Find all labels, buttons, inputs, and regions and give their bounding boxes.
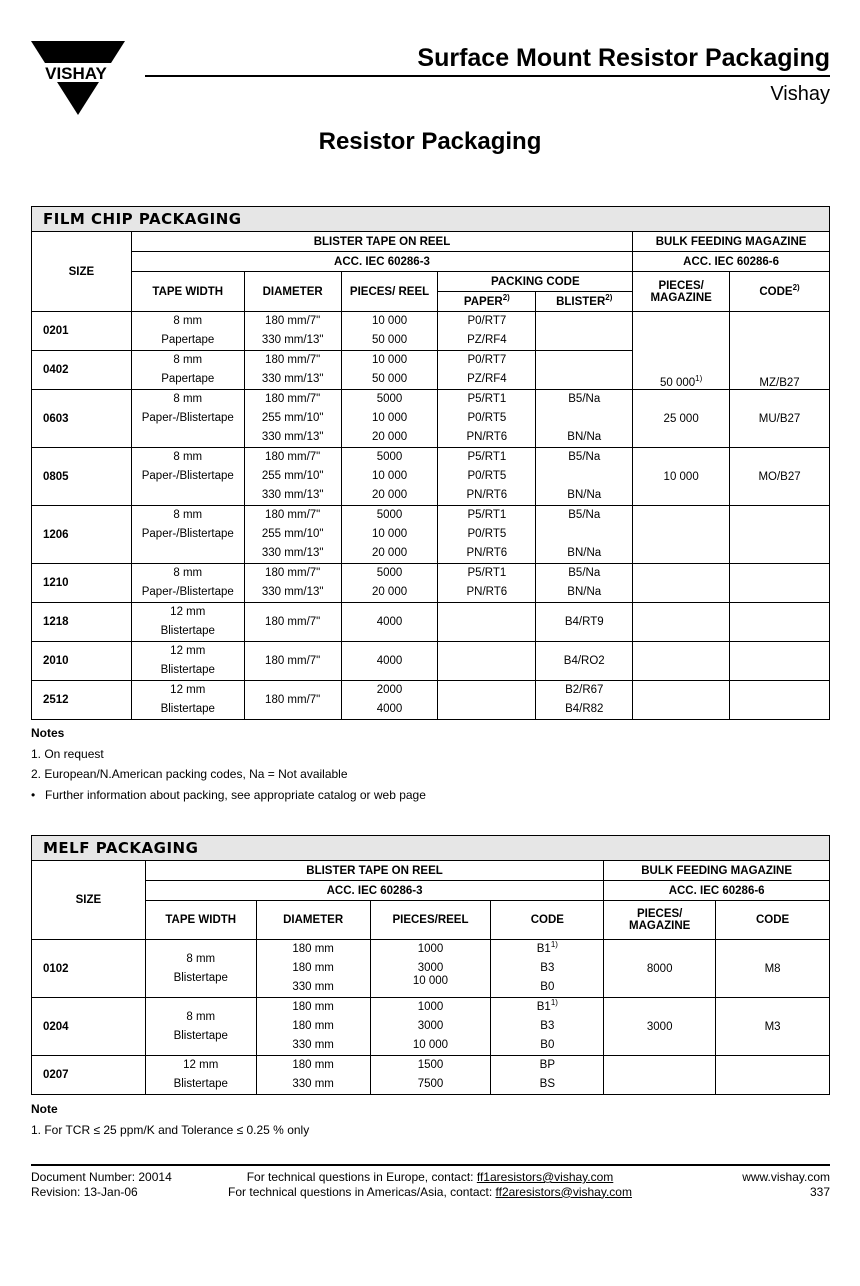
film-pieces-cell-line: 2000 — [376, 684, 403, 696]
melf-pieces-cell-line: 3000 — [417, 1020, 444, 1032]
melf-tape-cell-line: 12 mm — [183, 1059, 219, 1071]
table-row — [32, 564, 830, 603]
film-blister-cell-line — [536, 351, 632, 370]
film-bulk-pieces-cell: 25 000 — [633, 390, 730, 448]
film-paper-cell-line: P0/RT7 — [467, 315, 507, 327]
film-tape-cell-line: Blistertape — [160, 625, 215, 637]
melf-magazine-pieces-cell — [604, 1056, 716, 1095]
film-pieces-cell-line: 10 000 — [371, 412, 408, 424]
melf-code-cell-line — [491, 1036, 603, 1055]
film-paper-cell-line: PN/RT6 — [466, 431, 508, 443]
film-blister-cell-line: B4/RO2 — [563, 654, 605, 667]
melf-tape-cell-line: Blistertape — [173, 971, 228, 984]
film-blister-cell-line — [536, 525, 632, 544]
film-diameter-cell-line: 330 mm/13" — [261, 547, 324, 559]
film-paper-cell-line — [438, 700, 535, 719]
film-pieces-cell-line: 10 000 — [371, 528, 408, 540]
table-row — [32, 506, 830, 564]
melf-col-pieces-reel: PIECES/REEL — [370, 901, 491, 940]
melf-code-value: BS — [539, 1078, 556, 1090]
film-pieces-cell — [341, 681, 438, 720]
melf-tape-cell-line: Blistertape — [173, 1078, 228, 1090]
film-bulk-code-cell: MU/B27 — [730, 390, 830, 448]
film-tape-cell-line: Blistertape — [160, 703, 215, 715]
film-diameter-cell-line: 180 mm/7" — [265, 393, 321, 405]
film-pieces-cell-line: 4000 — [376, 654, 403, 667]
vishay-logo — [31, 41, 125, 117]
film-pieces-cell — [341, 642, 438, 681]
film-size-cell: 1210 — [32, 564, 132, 603]
melf-blister-standard: ACC. IEC 60286-3 — [145, 881, 603, 901]
melf-col-bulk-code: CODE — [716, 901, 830, 940]
film-tape-cell — [131, 642, 244, 681]
film-blister-cell-line — [536, 467, 632, 486]
film-paper-cell — [438, 312, 536, 351]
film-diameter-cell-line: 330 mm/13" — [261, 334, 324, 346]
film-paper-cell — [438, 351, 536, 390]
film-diameter-cell-line: 180 mm/7" — [265, 315, 321, 327]
melf-diameter-cell-line: 180 mm — [292, 1001, 334, 1013]
film-paper-cell-line: PN/RT6 — [466, 547, 508, 559]
film-blister-cell — [536, 390, 633, 448]
melf-col-size: SIZE — [32, 861, 146, 940]
melf-code-value: B0 — [540, 981, 555, 993]
film-bulk-code-cell — [730, 642, 830, 681]
film-paper-cell-line: PZ/RF4 — [467, 373, 507, 385]
film-paper-cell — [438, 642, 536, 681]
footer-center: For technical questions in Europe, contact: ff1aresistors@vishay.com For technical questions in Americas/Asia, contact: ff2aresistors@vishay.com — [228, 1170, 632, 1199]
film-tape-cell-line: 12 mm — [170, 606, 206, 618]
film-paper-cell — [438, 681, 536, 720]
melf-tape-cell-line: 8 mm — [186, 1010, 216, 1023]
melf-col-pieces-magazine: PIECES/ MAGAZINE — [604, 901, 716, 940]
melf-size-cell: 0207 — [32, 1056, 146, 1095]
film-diameter-cell-line: 330 mm/13" — [261, 586, 324, 598]
film-tape-cell — [131, 312, 244, 351]
melf-pieces-cell-line: 3000 — [417, 962, 444, 974]
bulk-pieces-value: 50 000 — [659, 377, 696, 389]
melf-magazine-code-cell — [716, 1056, 830, 1095]
film-bulk-code-cell — [730, 564, 830, 603]
film-pieces-cell — [341, 312, 438, 351]
film-pieces-cell-line: 20 000 — [371, 431, 408, 443]
film-paper-cell-line: P0/RT5 — [467, 470, 507, 482]
table-row — [32, 681, 830, 720]
melf-col-tape-width: TAPE WIDTH — [145, 901, 256, 940]
footnote-1: 1) — [695, 374, 703, 384]
film-paper-cell-line: P0/RT7 — [467, 354, 507, 366]
film-pieces-cell-line: 50 000 — [371, 373, 408, 385]
header-rule — [145, 75, 830, 77]
film-tape-cell-line: 8 mm — [173, 354, 203, 366]
film-pieces-cell-line: 20 000 — [371, 489, 408, 501]
melf-pieces-cell-line: 10 000 — [412, 1039, 449, 1051]
film-pieces-cell — [341, 390, 438, 448]
film-bulk-code-cell — [730, 506, 830, 564]
table-row — [32, 940, 830, 998]
film-col-tape-width: TAPE WIDTH — [131, 272, 244, 312]
film-blister-cell — [536, 506, 633, 564]
melf-magazine-pieces-cell: 8000 — [604, 940, 716, 998]
melf-blister-header: BLISTER TAPE ON REEL — [145, 861, 603, 881]
film-col-pieces-reel: PIECES/ REEL — [341, 272, 438, 312]
film-diameter-cell — [244, 506, 341, 564]
film-pieces-cell — [341, 506, 438, 564]
footer-rule — [31, 1164, 830, 1166]
melf-bulk-header: BULK FEEDING MAGAZINE — [604, 861, 830, 881]
melf-code-cell — [491, 1056, 604, 1095]
melf-diameter-cell-line: 180 mm — [292, 1059, 334, 1071]
film-note-2: 2. European/N.American packing codes, Na = Not available — [31, 767, 348, 781]
film-blister-header: BLISTER TAPE ON REEL — [131, 232, 632, 252]
melf-col-code: CODE — [491, 901, 604, 940]
melf-size-cell: 0102 — [32, 940, 146, 998]
film-tape-cell-line: 8 mm — [173, 451, 203, 463]
film-tape-cell-line: Paper-/Blistertape — [141, 412, 234, 424]
melf-code-cell-line — [491, 998, 603, 1017]
film-blister-cell-line: B2/R67 — [565, 684, 604, 696]
film-note-3: • Further information about packing, see appropriate catalog or web page — [31, 785, 426, 806]
film-col-paper: PAPER$^{2)}$ — [438, 292, 536, 312]
melf-code-cell-line — [491, 1017, 603, 1036]
melf-diameter-cell-line: 180 mm — [292, 962, 334, 974]
americas-email-link[interactable]: ff2aresistors@vishay.com — [495, 1184, 632, 1199]
film-bulk-code-cell — [730, 603, 830, 642]
film-pieces-cell-line: 5000 — [376, 393, 403, 405]
film-tape-cell-line: 12 mm — [170, 684, 206, 696]
film-paper-cell — [438, 448, 536, 506]
melf-code-value: B1 — [536, 943, 551, 955]
melf-code-value: B1 — [536, 1001, 551, 1013]
film-blister-cell-line: BN/Na — [567, 586, 602, 598]
film-blister-cell-line: B4/R82 — [565, 703, 604, 715]
melf-code-value: B3 — [540, 962, 555, 974]
melf-pieces-cell-line: 1500 — [417, 1059, 444, 1071]
film-blister-standard: ACC. IEC 60286-3 — [131, 252, 632, 272]
film-pieces-cell-line: 5000 — [376, 509, 403, 521]
film-diameter-cell-line: 255 mm/10" — [261, 528, 324, 540]
melf-magazine-code-cell: M3 — [716, 998, 830, 1056]
film-blister-cell — [536, 642, 633, 681]
film-size-cell: 0402 — [32, 351, 132, 390]
table-row — [32, 642, 830, 681]
melf-diameter-cell-line: 330 mm — [292, 1039, 334, 1051]
film-col-code: CODE$^{2)}$ — [730, 272, 830, 312]
film-pieces-cell-line: 5000 — [376, 451, 403, 463]
melf-code-cell-line — [491, 940, 603, 959]
melf-code-cell — [491, 998, 604, 1056]
melf-size-cell: 0204 — [32, 998, 146, 1056]
melf-magazine-code-cell: M8 — [716, 940, 830, 998]
film-pieces-cell-line: 4000 — [376, 703, 403, 715]
film-tape-cell-line: Paper-/Blistertape — [141, 470, 234, 482]
film-bulk-pieces-cell — [633, 642, 730, 681]
film-paper-cell-line: P5/RT1 — [467, 567, 507, 579]
film-diameter-cell — [244, 390, 341, 448]
film-size-cell: 0603 — [32, 390, 132, 448]
film-tape-cell-line: 8 mm — [173, 393, 203, 405]
film-paper-cell-line: PZ/RF4 — [467, 334, 507, 346]
melf-pieces-cell-line: 10 000 — [412, 975, 449, 987]
film-tape-cell — [131, 603, 244, 642]
melf-diameter-cell-line: 180 mm — [292, 1020, 334, 1032]
film-blister-cell — [536, 564, 633, 603]
melf-code-value: BP — [539, 1059, 556, 1071]
film-blister-cell — [536, 312, 633, 351]
film-tape-cell-line: Blistertape — [160, 664, 215, 676]
melf-code-cell — [491, 940, 604, 998]
film-bulk-pieces-cell — [633, 506, 730, 564]
film-note-1: 1. On request — [31, 746, 104, 761]
film-tape-cell — [131, 351, 244, 390]
film-bulk-code-cell: MO/B27 — [730, 448, 830, 506]
film-diameter-cell-line: 330 mm/13" — [261, 431, 324, 443]
film-diameter-cell-line: 180 mm/7" — [265, 354, 321, 366]
table-row — [32, 390, 830, 448]
melf-tape-cell-line: 8 mm — [186, 952, 216, 965]
document-number: Document Number: 20014 — [31, 1170, 172, 1184]
document-title: Surface Mount Resistor Packaging — [417, 44, 830, 72]
melf-pieces-cell-line: 1000 — [417, 943, 444, 955]
melf-diameter-cell — [256, 940, 370, 998]
melf-notes — [31, 1099, 309, 1140]
film-diameter-cell-line: 180 mm/7" — [265, 654, 321, 667]
table-row — [32, 312, 830, 351]
melf-tape-cell — [145, 1056, 256, 1095]
film-tape-cell — [131, 564, 244, 603]
film-size-cell: 2512 — [32, 681, 132, 720]
film-paper-cell-line — [438, 652, 535, 671]
melf-code-cell-line — [491, 1056, 603, 1075]
film-diameter-cell-line: 255 mm/10" — [261, 412, 324, 424]
film-diameter-cell-line: 180 mm/7" — [265, 693, 321, 706]
film-diameter-cell — [244, 642, 341, 681]
film-blister-cell-line: BN/Na — [567, 431, 602, 443]
film-pieces-cell-line: 10 000 — [371, 315, 408, 327]
table-row — [32, 448, 830, 506]
film-pieces-cell — [341, 351, 438, 390]
film-paper-cell-line — [438, 613, 535, 632]
film-diameter-cell — [244, 681, 341, 720]
film-paper-cell-line: P0/RT5 — [467, 412, 507, 424]
film-bulk-pieces-cell: 10 000 — [633, 448, 730, 506]
film-section-heading: FILM CHIP PACKAGING — [32, 207, 830, 232]
film-paper-cell-line: P5/RT1 — [467, 393, 507, 405]
page-title: Resistor Packaging — [318, 128, 542, 155]
melf-bulk-standard: ACC. IEC 60286-6 — [604, 881, 830, 901]
melf-tape-cell-line: Blistertape — [173, 1029, 228, 1042]
film-blister-cell-line: BN/Na — [567, 489, 602, 501]
film-pieces-cell-line: 5000 — [376, 567, 403, 579]
melf-note-1: 1. For TCR ≤ 25 ppm/K and Tolerance ≤ 0.25 % only — [31, 1122, 310, 1137]
film-paper-cell-line — [438, 681, 535, 700]
melf-magazine-pieces-cell: 3000 — [604, 998, 716, 1056]
film-blister-cell — [536, 603, 633, 642]
film-pieces-cell — [341, 448, 438, 506]
europe-email-link[interactable]: ff1aresistors@vishay.com — [476, 1170, 614, 1184]
film-pieces-cell-line: 10 000 — [371, 470, 408, 482]
film-pieces-cell — [341, 603, 438, 642]
table-row — [32, 1056, 830, 1095]
revision: Revision: 13-Jan-06 — [31, 1184, 138, 1199]
film-size-cell: 1218 — [32, 603, 132, 642]
film-pieces-cell-line: 20 000 — [371, 586, 408, 598]
footnote-1: 1) — [550, 940, 558, 950]
film-tape-cell-line: Paper-/Blistertape — [141, 528, 234, 540]
melf-code-value: B0 — [540, 1039, 555, 1051]
film-diameter-cell — [244, 351, 341, 390]
film-paper-cell-line: P5/RT1 — [467, 509, 507, 521]
film-pieces-cell-line: 4000 — [376, 615, 403, 628]
film-tape-cell-line: 8 mm — [173, 567, 203, 579]
film-diameter-cell-line: 180 mm/7" — [265, 451, 321, 463]
melf-section-heading: MELF PACKAGING — [32, 836, 830, 861]
melf-pieces-cell — [370, 1056, 491, 1095]
film-diameter-cell-line: 180 mm/7" — [265, 567, 321, 579]
film-bulk-header: BULK FEEDING MAGAZINE — [633, 232, 830, 252]
film-size-cell: 0805 — [32, 448, 132, 506]
document-subtitle: Vishay — [770, 83, 830, 105]
film-bulk-pieces-cell — [633, 603, 730, 642]
melf-tape-cell — [145, 998, 256, 1056]
film-paper-cell-line: PN/RT6 — [466, 489, 508, 501]
film-diameter-cell-line: 180 mm/7" — [265, 509, 321, 521]
melf-pieces-cell — [370, 998, 491, 1056]
melf-diameter-cell-line: 330 mm — [292, 981, 334, 993]
film-diameter-cell — [244, 448, 341, 506]
film-diameter-cell-line: 180 mm/7" — [265, 615, 321, 628]
film-paper-cell — [438, 564, 536, 603]
film-pieces-cell-line: 20 000 — [371, 547, 408, 559]
film-size-cell: 0201 — [32, 312, 132, 351]
film-paper-cell-line: P0/RT5 — [467, 528, 507, 540]
film-blister-cell-line — [536, 370, 632, 389]
film-blister-cell-line: BN/Na — [567, 547, 602, 559]
film-tape-cell-line: Papertape — [161, 334, 215, 346]
logo-text: VISHAY — [45, 64, 107, 83]
film-bulk-standard: ACC. IEC 60286-6 — [633, 252, 830, 272]
melf-packaging-table — [31, 835, 830, 1095]
melf-pieces-cell-line: 1000 — [417, 1001, 444, 1013]
film-bulk-pieces-cell — [633, 681, 730, 720]
film-tape-cell-line: 8 mm — [173, 509, 203, 521]
film-tape-cell-line: Papertape — [161, 373, 215, 385]
film-bulk-code-cell: MZ/B27 — [730, 312, 830, 390]
table-row — [32, 603, 830, 642]
film-blister-cell — [536, 681, 633, 720]
film-diameter-cell — [244, 564, 341, 603]
footer-right — [742, 1170, 830, 1199]
film-col-pieces-magazine: PIECES/ MAGAZINE — [633, 272, 730, 312]
film-chip-packaging-table — [31, 206, 830, 720]
film-diameter-cell-line: 255 mm/10" — [261, 470, 324, 482]
melf-code-value: B3 — [540, 1020, 555, 1032]
film-blister-cell-line: B4/RT9 — [564, 615, 604, 628]
film-pieces-cell-line: 50 000 — [371, 334, 408, 346]
melf-tape-cell — [145, 940, 256, 998]
melf-code-cell-line — [491, 978, 603, 997]
film-size-cell: 2010 — [32, 642, 132, 681]
film-blister-cell-line — [536, 409, 632, 428]
film-col-blister: BLISTER$^{2)}$ — [536, 292, 633, 312]
film-paper-cell — [438, 390, 536, 448]
film-notes-heading: Notes — [31, 726, 65, 740]
melf-diameter-cell-line: 330 mm — [292, 1078, 334, 1090]
melf-code-cell-line — [491, 959, 603, 978]
film-tape-cell-line: 12 mm — [170, 645, 206, 657]
melf-code-cell-line — [491, 1075, 603, 1094]
film-blister-cell — [536, 351, 633, 390]
film-tape-cell-line: 8 mm — [173, 315, 203, 327]
film-diameter-cell-line: 330 mm/13" — [261, 373, 324, 385]
film-tape-cell-line: Paper-/Blistertape — [141, 586, 234, 598]
page-number: 337 — [809, 1184, 830, 1199]
film-blister-cell-line: B5/Na — [568, 451, 601, 463]
film-tape-cell — [131, 681, 244, 720]
film-blister-cell-line: B5/Na — [568, 567, 601, 579]
film-bulk-pieces-cell — [633, 312, 730, 390]
film-diameter-cell — [244, 603, 341, 642]
film-blister-cell-line: B5/Na — [568, 509, 601, 521]
footnote-1: 1) — [550, 998, 558, 1008]
melf-diameter-cell-line: 180 mm — [292, 943, 334, 955]
film-col-diameter: DIAMETER — [244, 272, 341, 312]
film-tape-cell — [131, 506, 244, 564]
film-tape-cell — [131, 390, 244, 448]
film-paper-cell-line: P5/RT1 — [467, 451, 507, 463]
film-bulk-pieces-cell — [633, 564, 730, 603]
film-blister-cell-line — [536, 312, 632, 331]
film-paper-cell — [438, 506, 536, 564]
film-blister-cell — [536, 448, 633, 506]
film-paper-cell — [438, 603, 536, 642]
table-row — [32, 998, 830, 1056]
film-blister-cell-line — [536, 331, 632, 350]
melf-diameter-cell — [256, 998, 370, 1056]
film-blister-cell-line: B5/Na — [568, 393, 601, 405]
film-paper-cell-line: PN/RT6 — [466, 586, 508, 598]
film-col-packing-code: PACKING CODE — [438, 272, 633, 292]
melf-diameter-cell — [256, 1056, 370, 1095]
melf-pieces-cell-line: 7500 — [417, 1078, 444, 1090]
film-col-size: SIZE — [32, 232, 132, 312]
melf-col-diameter: DIAMETER — [256, 901, 370, 940]
melf-notes-heading: Note — [31, 1102, 58, 1116]
film-diameter-cell-line: 330 mm/13" — [261, 489, 324, 501]
film-size-cell: 1206 — [32, 506, 132, 564]
film-notes — [31, 723, 426, 805]
film-pieces-cell — [341, 564, 438, 603]
film-tape-cell — [131, 448, 244, 506]
melf-pieces-cell — [370, 940, 491, 998]
bullet-icon: • — [31, 787, 36, 802]
film-bulk-code-cell — [730, 681, 830, 720]
film-diameter-cell — [244, 312, 341, 351]
film-pieces-cell-line: 10 000 — [371, 354, 408, 366]
website-link[interactable]: www.vishay.com — [742, 1170, 830, 1184]
